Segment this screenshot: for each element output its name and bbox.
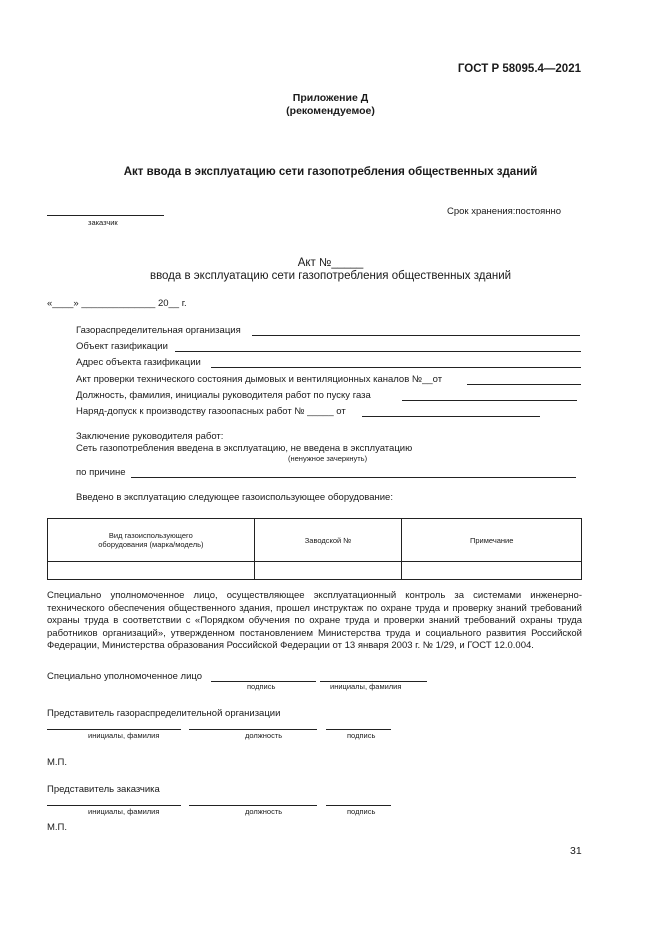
customer-rep-name-line[interactable] — [47, 805, 181, 806]
field-chimney-act-line[interactable] — [467, 384, 581, 385]
gro-rep-position-line[interactable] — [189, 729, 317, 730]
field-chimney-act: Акт проверки технического состояния дымовых и вентиляционных каналов №__от — [76, 374, 443, 385]
conclusion-hint: (ненужное зачеркнуть) — [288, 454, 368, 463]
field-gro-line[interactable] — [252, 335, 580, 336]
customer-line — [47, 215, 164, 216]
gro-rep-label: Представитель газораспределительной организации — [47, 708, 281, 719]
gro-rep-name-line[interactable] — [47, 729, 181, 730]
customer-caption: заказчик — [88, 218, 118, 227]
conclusion-title: Заключение руководителя работ: — [76, 431, 224, 442]
field-address: Адрес объекта газификации — [76, 357, 201, 368]
act-date: «____» ______________ 20__ г. — [47, 298, 187, 309]
header-serial-number: Заводской № — [254, 519, 402, 562]
customer-rep-label: Представитель заказчика — [47, 784, 160, 795]
gro-rep-position-caption: должность — [245, 731, 283, 740]
appendix-title: Приложение Д — [292, 92, 369, 104]
header-note: Примечание — [402, 519, 582, 562]
customer-rep-position-caption: должность — [245, 807, 283, 816]
field-work-manager: Должность, фамилия, инициалы руководителя работ по пуску газа — [76, 390, 371, 401]
stamp-1: М.П. — [47, 757, 68, 768]
gro-rep-sign-line[interactable] — [326, 729, 391, 730]
gro-rep-name-caption: инициалы, фамилия — [88, 731, 160, 740]
field-work-manager-line[interactable] — [402, 400, 577, 401]
instruction-paragraph: Специально уполномоченное лицо, осуществляющее эксплуатационный контроль за системами инженерно-технического обеспечения общественного здания, прошел инструктаж по охране труда и проверку знаний требований охраны труда в соответствии с «Порядком обучения по охране труда и проверки знаний требований охраны труда работников организаций», утвержденном постановлением Министерства труда и социального развития Российской Федерации, Министерства образования Российской Федерации от 13 января 2003 г. № 1/29, и ГОСТ 12.0.004. — [47, 590, 582, 652]
conclusion-text: Сеть газопотребления введена в эксплуатацию, не введена в эксплуатацию — [76, 443, 413, 454]
reason-label: по причине — [76, 467, 126, 478]
header-equipment-type: Вид газоиспользующего оборудования (марка/модель) — [48, 519, 255, 562]
reason-line[interactable] — [131, 477, 576, 478]
table-cell[interactable] — [254, 562, 402, 580]
field-address-line[interactable] — [211, 367, 581, 368]
field-work-permit-line[interactable] — [362, 416, 540, 417]
authorized-label: Специально уполномоченное лицо — [47, 671, 203, 682]
act-title: ввода в эксплуатацию сети газопотребления общественных зданий — [149, 270, 512, 282]
authorized-sign-caption: подпись — [247, 682, 276, 691]
field-gro: Газораспределительная организация — [76, 325, 241, 336]
table-cell[interactable] — [48, 562, 255, 580]
customer-rep-name-caption: инициалы, фамилия — [88, 807, 160, 816]
field-object-line[interactable] — [175, 351, 581, 352]
customer-rep-sign-caption: подпись — [347, 807, 376, 816]
main-title: Акт ввода в эксплуатацию сети газопотребления общественных зданий — [123, 166, 538, 178]
storage-period: Срок хранения:постоянно — [447, 206, 562, 217]
field-work-permit: Наряд-допуск к производству газоопасных работ № _____ от — [76, 406, 346, 417]
authorized-name-caption: инициалы, фамилия — [330, 682, 402, 691]
field-object: Объект газификации — [76, 341, 168, 352]
gro-rep-sign-caption: подпись — [347, 731, 376, 740]
page-number: 31 — [570, 845, 582, 857]
table-row[interactable] — [48, 562, 582, 580]
act-number: Акт №_____ — [297, 257, 364, 269]
standard-code: ГОСТ Р 58095.4—2021 — [457, 63, 581, 75]
customer-rep-position-line[interactable] — [189, 805, 317, 806]
equipment-intro: Введено в эксплуатацию следующее газоиспользующее оборудование: — [76, 492, 393, 503]
stamp-2: М.П. — [47, 822, 68, 833]
table-header-row — [48, 519, 582, 562]
customer-rep-sign-line[interactable] — [326, 805, 391, 806]
appendix-subtitle: (рекомендуемое) — [286, 105, 375, 117]
equipment-table — [47, 518, 582, 580]
table-cell[interactable] — [402, 562, 582, 580]
